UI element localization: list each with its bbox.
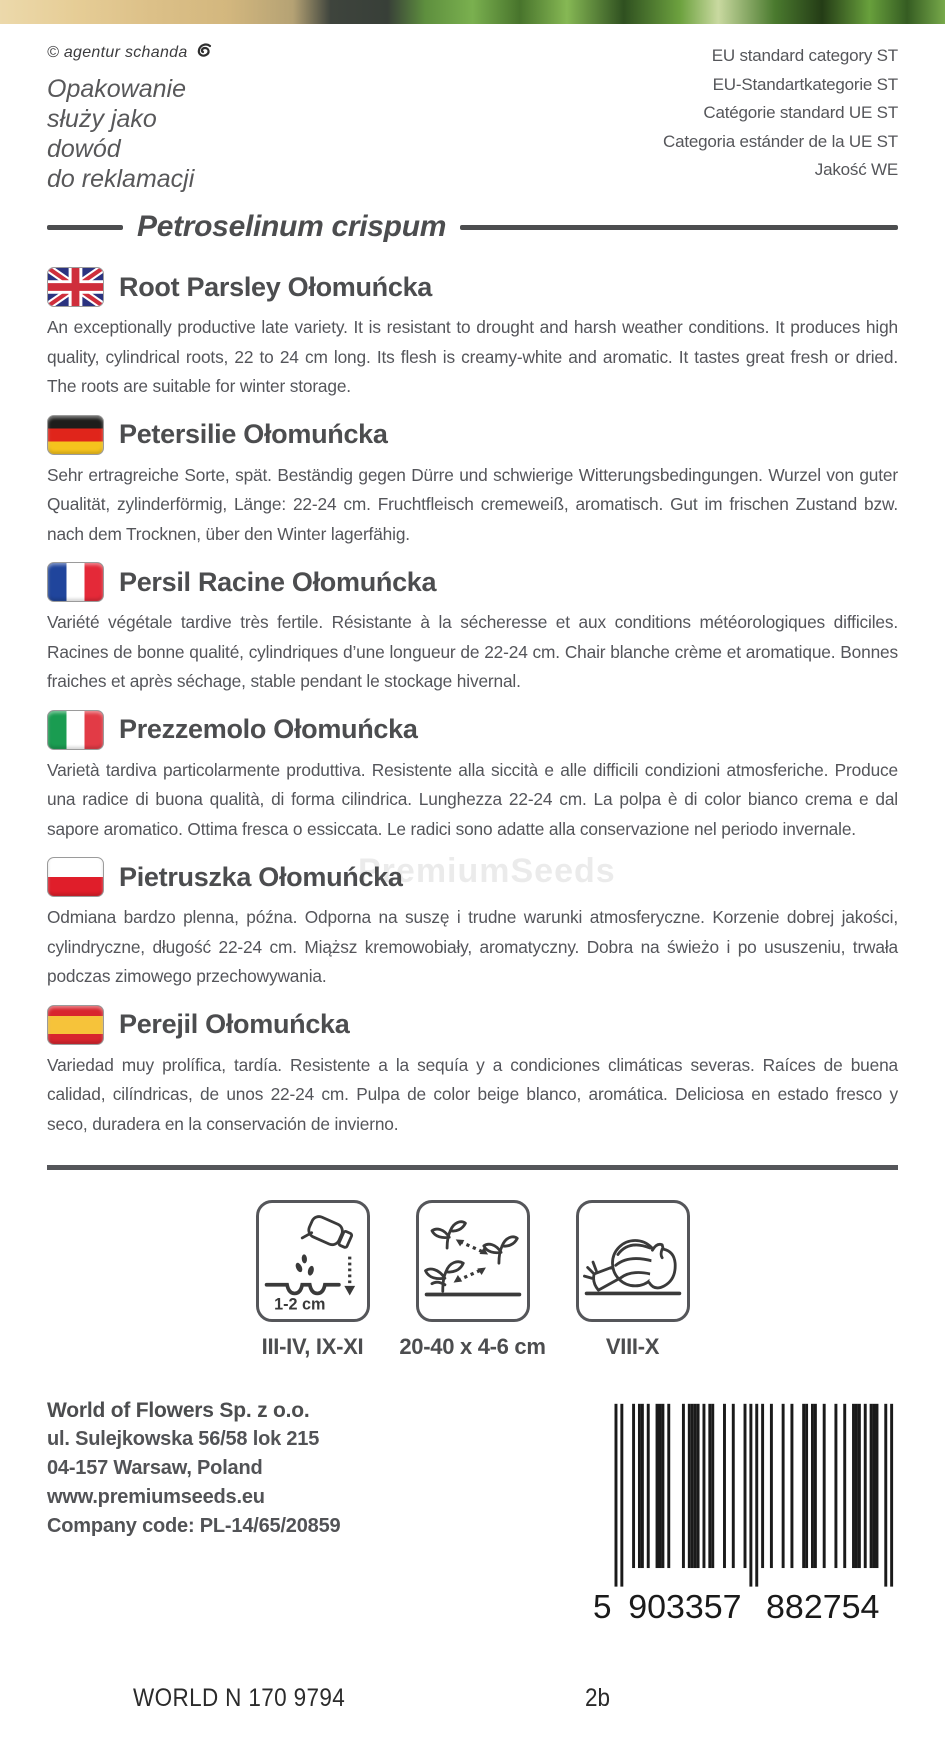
variety-title-es: Perejil Ołomuńcka [119,1009,350,1039]
variety-description-de: Sehr ertragreiche Sorte, spät. Beständig gegen Dürre und schwierige Witterungsbedingungen. Wurzel von guter Qualität, zylinderförmig, Länge: 22-24 cm. Fruchtfleisch cremeweiß, aromatisch. Gut im frischen Zustand bzw. nach dem Trocknen, über den Winter lagerfähig. [47,464,898,544]
lang-section-de [47,414,898,550]
agentur-schanda-logo-icon [194,42,215,64]
eu-category-list [663,42,898,194]
harvest-pictogram [557,1200,709,1360]
barcode-graphic [593,1396,898,1623]
claim-line: dowód [47,135,121,163]
packaging-claim [47,74,215,194]
title-dash-left [47,225,123,230]
lang-section-pl [47,856,898,992]
claim-line: służy jako [47,105,157,133]
variety-title-en: Root Parsley Ołomuńcka [119,271,432,302]
france-flag-icon [47,562,104,602]
variety-description-pl: Odmiana bardzo plenna, późna. Odporna na suszę i trudne warunki atmosferyczne. Korzenie dobrej jakości, cylindryczne, długość 22-24 cm. Miąższ kremowobiały, aromatyczny. Dobra na świeżo i po ususzeniu, trwała podczas zimowego przechowywania. [47,907,898,986]
bottom-row [47,1396,898,1623]
lang-section-it [47,709,898,845]
cultivation-pictograms [47,1200,898,1360]
svg-text:1-2 cm: 1-2 cm [273,1295,325,1314]
eu-category-line: EU-Standartkategorie ST [712,74,898,94]
variety-title-it: Prezzemolo Ołomuńcka [119,714,418,744]
variety-description-en: An exceptionally productive late variety. It is resistant to drought and harsh weather conditions. It produces high quality, cylindrical roots, 22 to 24 cm long. Its flesh is creamy-white and aromatic. It tastes great fresh or dried. The roots are suitable for winter storage. [47,317,898,396]
spacing-pictogram [397,1200,549,1360]
parsley-photo-strip [0,0,945,24]
italy-flag-icon [47,710,104,750]
variety-title-de: Petersilie Ołomuńcka [119,419,388,449]
uk-flag-icon [47,267,104,307]
svg-text:882754: 882754 [766,1588,880,1623]
premiumseeds-watermark: PremiumSeeds [358,852,616,890]
sowing-period-label: III-IV, IX-XI [261,1334,364,1359]
harvest-icon [576,1200,690,1322]
variety-title-fr: Persil Racine Ołomuńcka [119,566,437,597]
lang-section-es [47,1004,898,1140]
company-address-line: ul. Sulejkowska 56/58 lok 215 [47,1428,320,1450]
svg-text:5: 5 [593,1588,612,1623]
section-divider [47,1165,898,1170]
print-footer [0,1684,945,1724]
print-code: WORLD N 170 9794 [133,1684,346,1712]
claim-line: do reklamacji [47,165,195,193]
eu-category-line: EU standard category ST [711,46,898,65]
company-address-line: 04-157 Warsaw, Poland [47,1457,263,1479]
company-website: www.premiumseeds.eu [47,1486,265,1508]
germany-flag-icon [47,415,104,455]
ean13-barcode [593,1396,898,1623]
variety-title-pl: Pietruszka Ołomuńcka [119,861,403,892]
spacing-icon [416,1200,530,1322]
species-title-row [47,210,898,244]
eu-category-line: Categoria estánder de la UE ST [663,131,898,151]
company-code: Company code: PL-14/65/20859 [47,1515,341,1537]
svg-text:903357: 903357 [628,1588,742,1623]
spain-flag-icon [47,1005,104,1045]
copyright-line [47,42,215,64]
copyright-text: © agentur schanda [47,44,188,61]
top-header-row [47,42,898,194]
variety-description-es: Variedad muy prolífica, tardía. Resistente a la sequía y a condiciones climáticas severas. Raíces de buena calidad, cilíndricas, de unos 22-24 cm. Pulpa de color beige blanco, aromática. Deliciosa en estado fresco y seco, duradera en la conservación de invierno. [47,1054,898,1134]
lang-section-fr [47,561,898,697]
sowing-pictogram [237,1200,389,1360]
company-address-block [47,1396,340,1541]
claim-line: Opakowanie [47,75,186,103]
sowing-icon [256,1200,370,1322]
print-batch: 2b [585,1684,611,1712]
harvest-period-label: VIII-X [605,1334,660,1359]
top-left-block [47,42,215,194]
variety-description-fr: Variété végétale tardive très fertile. Résistante à la sécheresse et aux conditions météorologiques difficiles. Racines de bonne qualité, cylindriques d’une longueur de 22-24 cm. Chair blanche crème et aromatique. Bonnes fraiches et après séchage, stable pendant le stockage hivernal. [47,612,898,691]
variety-description-it: Varietà tardiva particolarmente produttiva. Resistente alla siccità e alle difficili condizioni atmosferiche. Produce una radice di buona qualità, di forma cilindrica. Lunghezza 22-24 cm. La polpa è di color bianco crema e dal sapore aromatico. Ottima fresca o essiccata. Le radici sono adatte alla conservazione nel periodo invernale. [47,759,898,839]
eu-category-line: Jakość WE [814,160,898,179]
eu-category-line: Catégorie standard UE ST [703,103,898,122]
company-name: World of Flowers Sp. z o.o. [47,1399,310,1422]
spacing-label: 20-40 x 4-6 cm [399,1334,546,1359]
lang-section-en [47,266,898,402]
species-title: Petroselinum crispum [137,210,447,243]
poland-flag-icon [47,857,104,897]
title-dash-right [460,225,898,230]
